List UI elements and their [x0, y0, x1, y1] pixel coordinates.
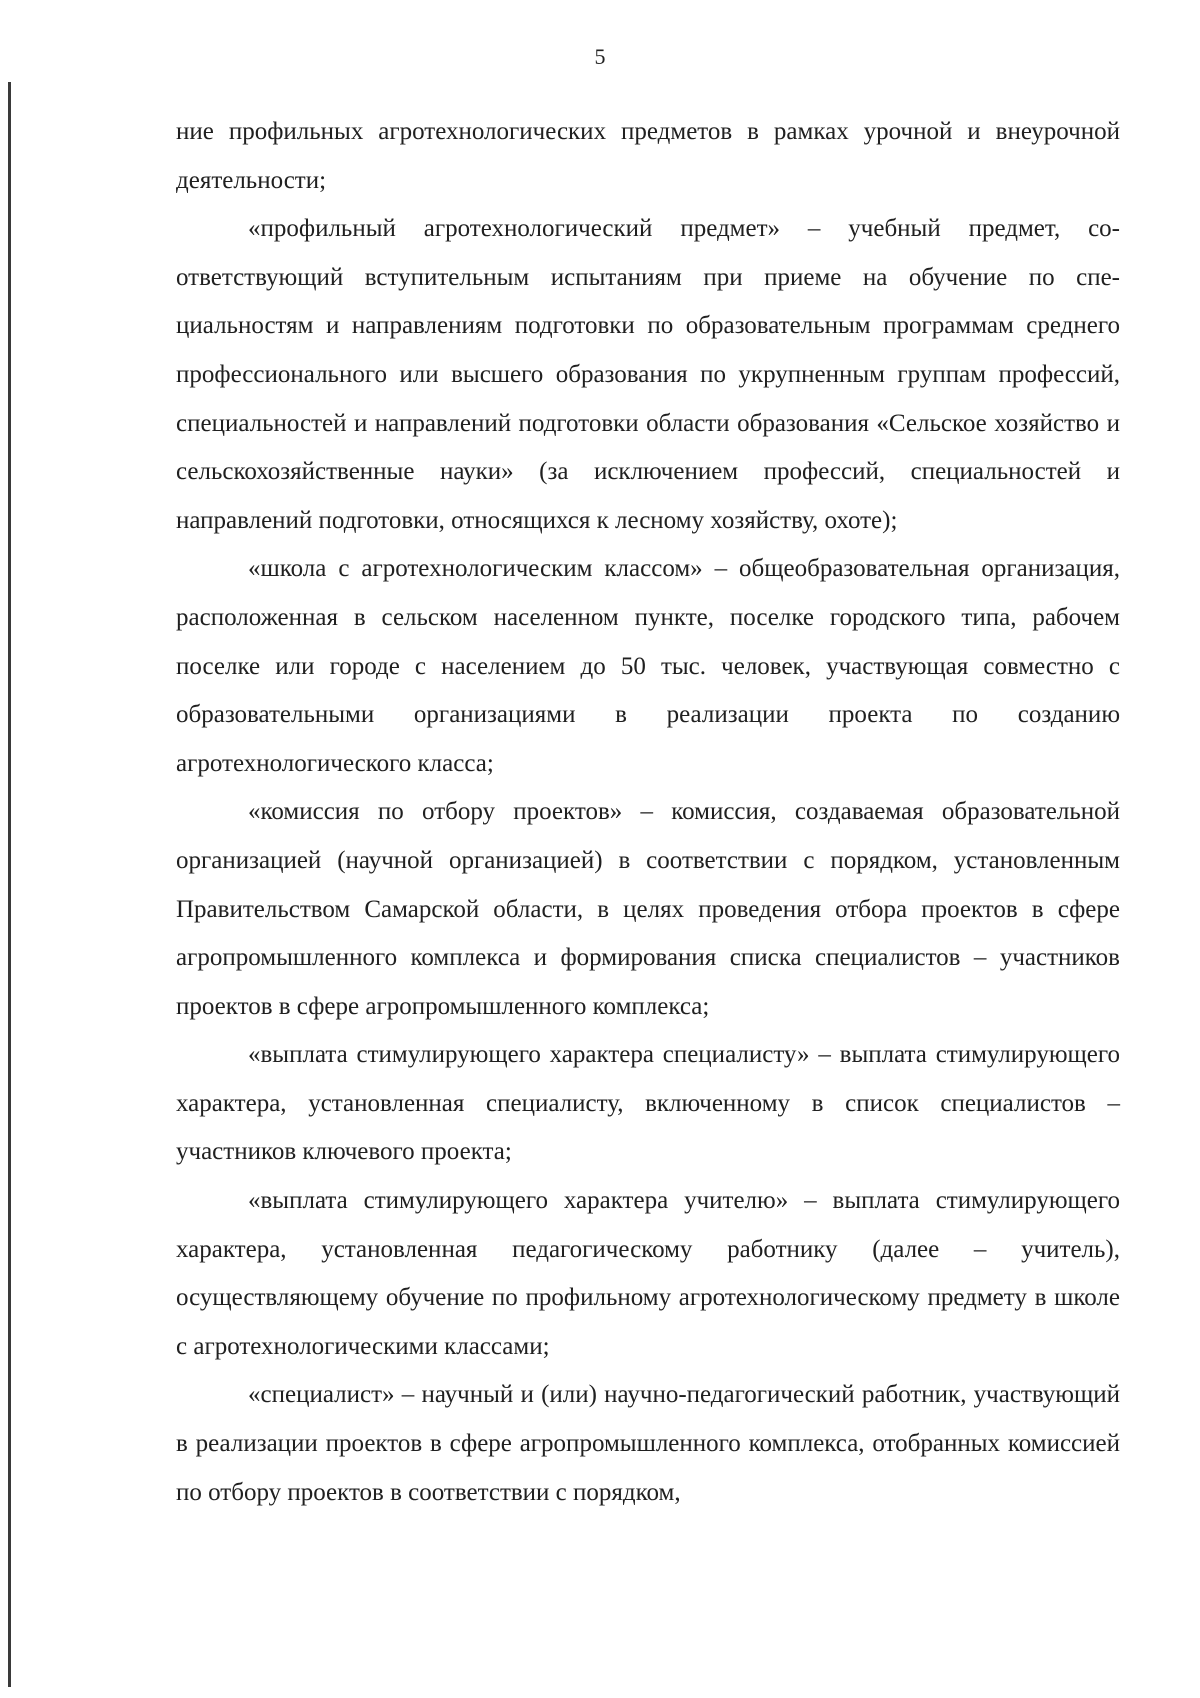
paragraph-definition-specialist: «специалист» – научный и (или) научно-педагогический работник, участвующий в реализации проектов в сфере агропромышленного комплекса, отобранных комиссией по отбору проектов в соответствии с порядком, — [176, 1381, 1120, 1506]
scan-edge-line — [8, 82, 11, 1687]
paragraph-continuation: ние профильных агротехнологических предметов в рамках урочной и внеурочной деятельности; — [176, 118, 1120, 194]
paragraph-definition-commission: «комиссия по отбору проектов» – комиссия, создаваемая образовательной организацией (научной организацией) в соответствии с порядком, установленным Правительством Самарской области, в целях проведения отбора проектов в сфере агропромышленного комплекса и формирования списка специалистов – участников проектов в сфере агропромышленного комплекса; — [176, 798, 1120, 1020]
page-number: 5 — [594, 44, 606, 69]
paragraph-definition-teacher-payment: «выплата стимулирующего характера учителю» – выплата стимулирующего характера, установленная педагогическому работнику (далее – учитель), осуществляющему обучение по профильному агротехнологическому предмету в школе с агротехнологическими классами; — [176, 1187, 1120, 1360]
paragraph-definition-specialist-payment: «выплата стимулирующего характера специалисту» – выплата стимулирующего характера, установленная специалисту, включенному в список специалистов – участников ключевого проекта; — [176, 1041, 1120, 1166]
paragraph-definition-school: «школа с агротехнологическим классом» – общеобразовательная организация, расположенная в сельском населенном пункте, поселке городского типа, рабочем поселке или городе с населением до 50 тыс. человек, участвующая совместно с образовательными организациями в реализации проекта по созданию агротехнологического класса; — [176, 555, 1120, 777]
paragraph-definition-profile-subject: «профильный агротехнологический предмет» – учебный предмет, соответствующий вступительным испытаниям при приеме на обучение по специальностям и направлениям подготовки по образовательным программам среднего профессионального или высшего образования по укрупненным группам профессий, специальностей и направлений подготовки области образования «Сельское хозяйство и сельскохозяйственные науки» (за исключением профессий, специальностей и направлений подготовки, относящихся к лесному хозяйству, охоте); — [176, 215, 1120, 534]
document-body — [176, 108, 1120, 1517]
